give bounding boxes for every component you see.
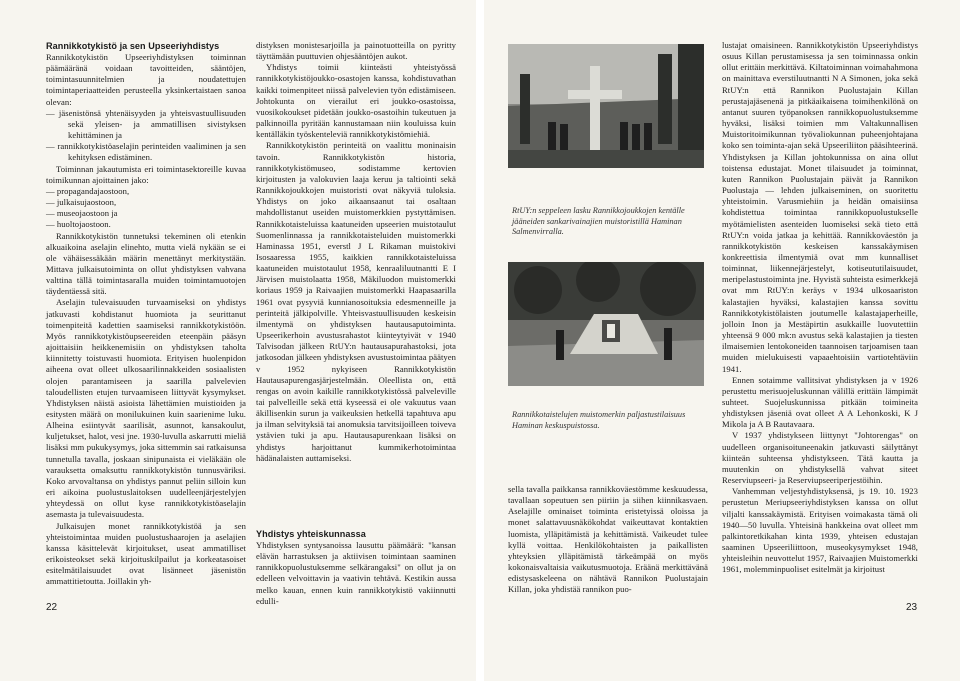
section-list [46,186,246,231]
list-item: — museojaostoon ja [46,208,118,219]
section-heading: Yhdistys yhteiskunnassa [256,529,366,539]
paragraph: Ennen sotaimme vallitsivat yhdistyksen ja v 1926 perustettu merisuojeluskunnan välillä erittäin lämpimät suhteet. Suojeluskunnissa pitkään toimineita yhdistyksen jäseniä ovat olleet A A Lehonkoski, K J Mikola ja A B Rautavaara. [722,374,918,430]
paragraph: Rannikkotykistön perinteitä on vaalittu moninaisin tavoin. Rannikkotykistön historia, rannikkotykistömuseo, sodistamme kertovien kirjoitusten ja valokuvien laaja keruu ja taltiointi sekä Rannikkojoukkojen muistoristi ovat näkyviä tuloksia. Yhdistys on joko aikaansaanut tai osaltaan mahdollistanut useiden muistomerkkien pystyttämisen. Rannikkotaisteluissa kaatuneiden upseerien muistotaulut Suomenlinnassa ja rannikkotaisteluiden muistomerkki Haminassa 1951, everstl J L Rikaman muistokivi Isosaaressa 1955, kaikkien rannikkotaisteluissa kaatuneiden muistotaulut 1958, kenraaliluutnantti E I Järvisen muistolaatta 1958, Mäkiluodon muistomerkki koriaus 1959 ja Raivaajien muistomerkki Haapasaarilla 1961 ovat pysyviä kunnianosoituksia edesmenneille ja perinteitä jälkipolville. Yhteisvastuullisuuden keskeisin ilmentymä on yhdistyksen hautausaputoiminta. Upseerikerhoin avustusrahastot kiinteytyivät v 1940 Talvisodan jälkeen RtUY:n hautausapurahastoksi, jota jatkosodan jälkeen yhdistyksen avustustoimintaa päätyen v 1952 nykyiseen Rannikkotykistön Hautausapurengasjärjestelmään. Oleellista on, että rengas on avoin kaikille rannikkotykistössä palveleville tai palvelleille sekä että kyseessä ei ole vakuutus vaan äkillisenkin surun ja vaikeuksien hetkellä tapahtuva apu ja ilman selvityksiä tai anomuksia tarvitsijoilleen toiveva ystävien tuki ja apu. Hautausapurenkaan lisäksi on yhdistys harjoittanut kummikerhotoimintaa hädänalaisten auttamiseksi. [256,140,456,463]
paragraph: Yhdistys toimii kiinteästi yhteistyössä rannikkotykistöjoukko-osastojen kanssa, kohdistuvathan kaikki toimenpiteet niissä palvelevien työn edistämiseen. Johtokunta on vierailut eri joukko-osastoissa, vuosikokoukset pidetään joukko-osastoihin tukeutuen ja palkinnoilla pyritään kannustamaan niin kouluissa kuin kentälläkin työskenteleviä rannikkotykistömiehiä. [256,62,456,140]
paragraph: Aselajin tulevaisuuden turvaamiseksi on yhdistys jatkuvasti kohdistanut huomiota ja seurittanut toimenpiteitä kadettien saamiseksi rannikkotykistöön. Myös rannikkotykistöupseereiden eteenpäin pääsyn ajoittaisiin heikkenemisiin on yhdistyksen taholta kiinnitetty toistuvasti huomiota. Erityisen huolenpidon aiheena ovat olleet ulkosaarilinnakkeiden sosiaalisten olojen parantamiseen ja saarilla palvelevien taloudellisten etujen turvaamiseen liittyvät kysymykset. Yhdistyksen näistä asioista lähettämien muistioiden ja esitysten määrä on monilukuinen kuin saarienime luku. Alheina esiintyvät saarilisät, asunnot, kansakoulut, kuljetukset, halot, vesi jne. 1930-luvulla askarrutti mieliä lisäksi mm pukukysymys, joka sittemmin sai ratkaisunsa tunnetulla tavalla, joskaan sinipunaista ei vieläkään ole varauksetta omaksuttu rannikkotykistön tunnusväriksi. Koko arvovaltansa on yhdistys pannut peliin silloin kun eri aikoina puolustuslaitoksen uudelleenjärjestelyjen yhteydessä on ollut kyse rannikkotykistöaselajin asemasta ja tulevaisuudesta. [46,297,246,520]
paragraph: distyksen monistesarjoilla ja painotuotteilla on pyritty täyttämään puuttuvien ohjesääntöjen aukot. [256,40,456,62]
paragraph: sella tavalla paikkansa rannikkoväestömme keskuudessa, tavallaan sopeutuen sen piiriin ja siihen kiinnikasvaen. Aselajille ominaiset toiminta eristetyissä oloissa ja monet salattavuusnäkökohdat vaikeuttavat kontaktien luomista, ylläpitämistä ja kehittämistä. Vaikeudet tulee kyllä voittaa. Henkilökohtaisten ja paikallisten yhteyksien ylläpitämistä tärkeämpää on myös kokonaisvaltaisia vaikutusmuotoja. Eräänä merkittävänä edistysaskeleena on nähtävä Rannikon Puolustajain Killan, joka yhdistää rannikon puo- [508,484,708,595]
photo-memorial-cross [508,44,704,168]
photo-monument-unveiling-image [508,262,704,386]
right-column-1-bottom [508,484,708,596]
left-column-2-bottom [256,528,456,607]
page-number: 22 [46,602,58,613]
list-item: — propagandajaostoon, [46,185,130,196]
paragraph: Rannikkotykistön tunnetuksi tekeminen oli etenkin alkuaikoina aselajin elinehto, mutta vielä nykään se ei ole vähäisessäkään määrin menettänyt merkitystään. Mittava julkaisutoiminta on ollut yhdistyksen vahvana valttina tällä toimintasaralla muiden toimintamuotojen täydentäessä sitä. [46,230,246,297]
list-item: — huoltojaostoon. [46,219,111,230]
right-page [484,0,960,681]
list-item: — julkaisujaostoon, [46,197,117,208]
photo-monument-unveiling [508,262,704,386]
photo-memorial-cross-image [508,44,704,168]
right-column-2 [722,40,918,576]
gutter [476,0,484,681]
page-number: 23 [906,602,918,613]
left-column-1 [46,40,246,588]
list-item: — jäsenistönsä yhtenäisyyden ja yhteisvastuullisuuden sekä yleisen- ja ammatillisen sivistyksen kehittäminen ja [46,107,246,141]
left-column-2 [256,40,456,464]
photo-caption: RtUY:n seppeleen lasku Rannikkojoukkojen kentälle jääneiden sankarivainajien muistoristillä Haminan Salmenvirralla. [512,206,685,236]
paragraph: Rannikkotykistön Upseeriyhdistyksen toiminnan päämääränä voidaan tavoitteiden, sääntöjen, toimintasuunnitelmien ja noudatettujen toimintaperiaatteiden perusteella yksinkertaistaen sanoa olevan: [46,52,246,107]
section-heading: Rannikkotykistö ja sen Upseeriyhdistys [46,41,220,51]
paragraph: lustajat omaisineen. Rannikkotykistön Upseeriyhdistys osuus Killan perustamisessa ja sen toiminnassa onkin ollut erittäin merkittävä. Kiltatoiminnan voimahahmona on mainittava everstiluutnantti N A Simonen, joka sekä RtUY:n että Rannikon Puolustajain Killan perustajajäsenenä ja pitkäaikaisena toimihenkilönä on antanut suuren työpanoksen rannikkopuolustuksemme hyväksi, lisäksi toimien mm Valtakunnallisen Muistoritoimikunnan työvaliokunnan puheenjohtajana koko sen toiminta-ajan sekä Upseeriliiton pääsihteerinä. Yhdistyksen ja Killan johtokunnissa on aina ollut toistensa edustajat. Monet tilaisuudet ja toiminnat, kuten Rannikon Puolustajain päivät ja Rannikon Puolustaja — lehden julkaiseminen, on suoritettu yhteistoimin. Varusmiehiin ja heidän omaisiinsa kohdistettua toimintaa rannikkopuolustukselle myötämielisten asenteiden luomiseksi sekä tieto että RtUY:n voida jatkaa ja kehittää. Rannikkoväestön ja rannikkotykistön keskeisen kanssakäymisen konkreettisia ilmentymiä ovat mm kunnalliset toiminnat, liikennejärjestelyt, kotiseututilaisuudet, meripelastustoiminta jne. Hyvistä suhteista esimerkkejä ovat mm RtUY:n keräys v 1934 ulkosaariston kalastajien hyväksi, kalastajien kanssa sovittu Rannikkotykistölaisten joutumelle kalastajaperheille, jolloin Inon ja Mestäpirtin asukkaille luovutettiin yhteensä 9 000 mk:n avustus sekä kalastajien ja tiesten ilmaisemien lentokoneiden taannoisen tarjoamisen taan muiden mielukuisesti vapaaehtoisiin vartiotehtäviin 1941. [722,40,918,374]
left-page [0,0,476,681]
paragraph: Julkaisujen monet rannikkotykistöä ja sen yhteistoimintaa muiden puolustushaarojen ja aselajien kanssa käsittelevät kirjoitukset, useat ammatilliset erikoisteokset sekä kirjoituskilpailut ja korkeatasoiset esitelmätilaisuudet ovat lisänneet jäsenistön ammattitietoutta. Joillakin yh- [46,520,246,587]
paragraph: Yhdistyksen syntysanoissa lausuttu päämäärä: "kansan elävän harrastuksen ja aktiivisen toimintaan saaminen rannikkopuolustuksemme selkärangaksi" on ollut ja on edelleen velvoittavin ja vaativin tehtävä. Kestikin aussa melko kauan, ennen kuin rannikkotykistö vakiinnutti edulli- [256,540,456,606]
paragraph: Vanhemman veljestyhdistyksensä, js 19. 10. 1923 perustetun Meriupseeriyhdistyksen kanssa on ollut viljalti kanssakäymistä. Erityisen voimakasta tämä oli 1940—50 luvulla. Yhteisinä hankkeina ovat olleet mm palkintoretkikahan kinta 1939, yhteisen edustajan saaminen Upseeriliittoon, museokysymykset 1948, yhteisleihin neuvottelut 1957, Raivaajien Muistomerkki 1961, molemminpuoliset esitelmät ja kirjoitust [722,486,918,575]
goal-list [46,108,246,164]
paragraph: V 1937 yhdistykseen liittynyt "Johtorengas" on uudelleen organisoituneenakin jatkuvasti säilyttänyt kiinteän suhteensa yhdistykseen. Tätä kautta ja muutenkin on yhdistyksellä vahvat siteet Reserviupseeri- ja Reserviupseeriperjestöihin. [722,430,918,486]
paragraph: Toiminnan jakautumista eri toimintasektoreille kuvaa toimikunnan ajoittainen jako: [46,163,246,185]
photo-caption: Rannikkotaistelujen muistomerkin paljastustilaisuus Haminan keskuspuistossa. [512,410,686,430]
list-item: — rannikkotykistöaselajin perinteiden vaaliminen ja sen kehityksen edistäminen. [46,141,246,163]
